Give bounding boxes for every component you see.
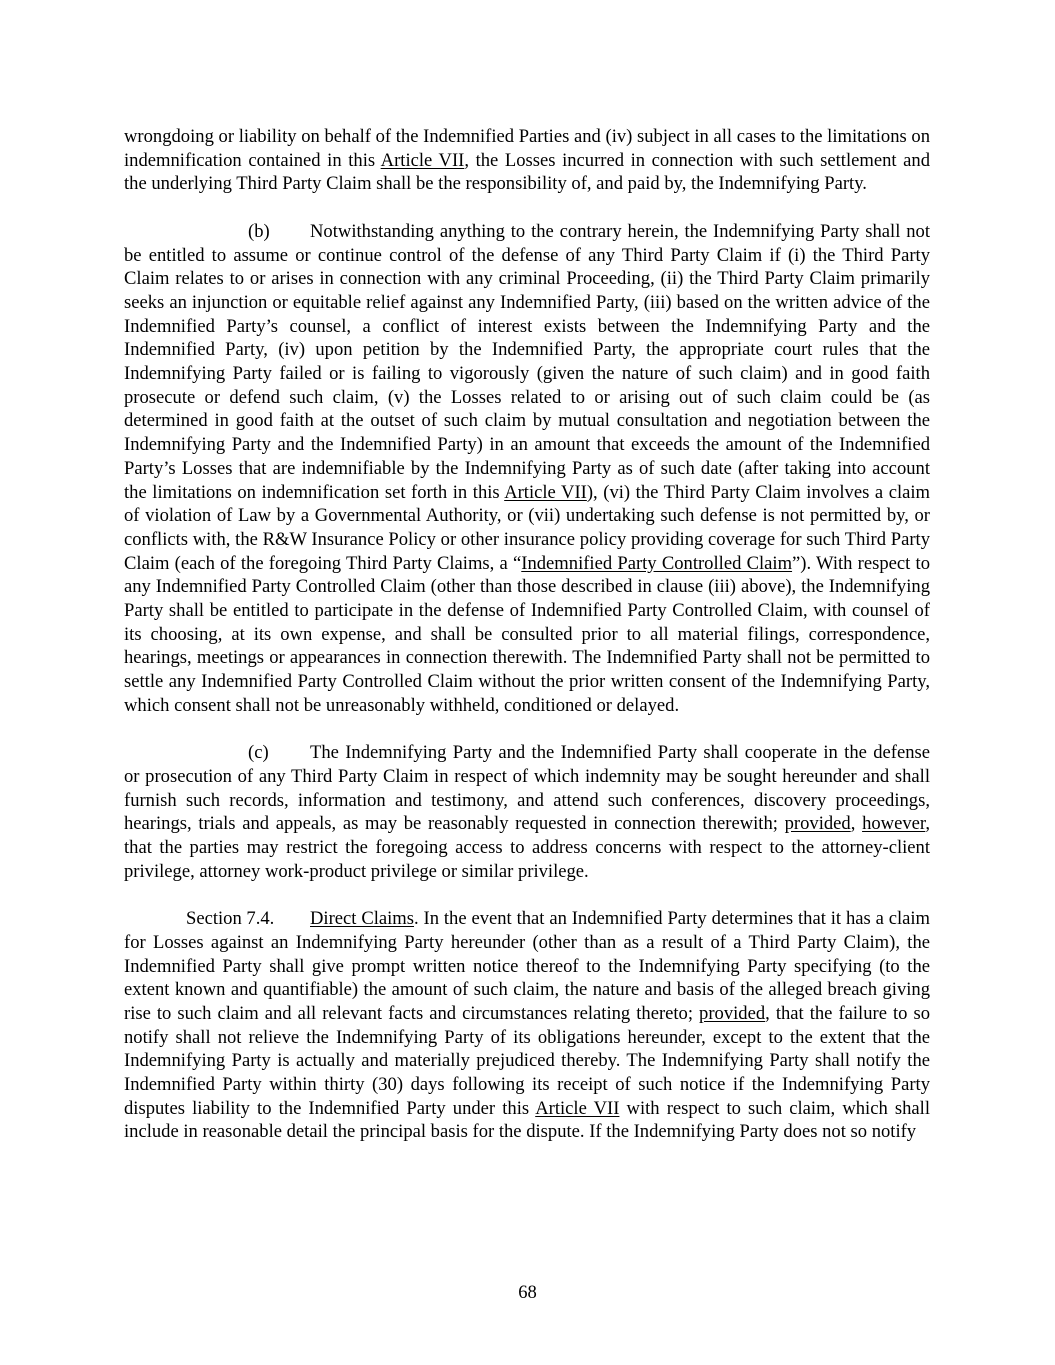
paragraph-continuation <box>124 125 930 196</box>
text-run: ), (vi) the Third Party Claim involves a claim of violation of Law by a Governmental Authority, or (vii) undertaking such defense is not permitted by, or conflicts with, the R&W Insurance Policy or other insurance policy providing coverage for such Third Party Claim (each of the foregoing Third Party Claims, a “ <box>124 481 930 574</box>
proviso-term: provided <box>784 813 851 835</box>
text-run: The Indemnifying Party and the Indemnified Party shall cooperate in the defense or prosecution of any Third Party Claim in respect of which indemnity may be sought hereunder and shall furnish such records, information and testimony, and attend such conferences, discovery proceedings, hearings, trials and appeals, as may be reasonably requested in connection therewith; <box>124 742 930 835</box>
proviso-term: however <box>862 813 926 835</box>
section-number: Section 7.4. <box>186 908 275 930</box>
proviso-term: provided <box>699 1002 766 1024</box>
text-run: wrongdoing or liability on behalf of the Indemnified Parties and (iv) subject in all cases to the limitations on indemnification contained in this <box>124 126 930 171</box>
paragraph-c <box>124 741 930 883</box>
article-reference: Article VII <box>535 1097 620 1119</box>
text-run: ”). With respect to any Indemnified Party Controlled Claim (other than those described in clause (iii) above), the Indemnifying Party shall be entitled to participate in the defense of Indemnified Party Controlled Claim, with counsel of its choosing, at its own expense, and shall be consulted prior to all material filings, correspondence, hearings, meetings or appearances in connection therewith. The Indemnified Party shall not be permitted to settle any Indemnified Party Controlled Claim without the prior written consent of the Indemnifying Party, which consent shall not be unreasonably withheld, conditioned or delayed. <box>124 552 931 716</box>
text-run: Notwithstanding anything to the contrary herein, the Indemnifying Party shall not be entitled to assume or continue control of the defense of any Third Party Claim if (i) the Third Party Claim relates to or arises in connection with any criminal Proceeding, (ii) the Third Party Claim primarily seeks an injunction or equitable relief against any Indemnified Party, (iii) based on the written advice of the Indemnified Party’s counsel, a conflict of interest exists between the Indemnifying Party and the Indemnified Party, (iv) upon petition by the Indemnified Party, the appropriate court rules that the Indemnifying Party failed or is failing to vigorously (given the nature of such claim) and in good faith prosecute or defend such claim, (v) the Losses related to or arising out of such claim could be (as determined in good faith at the outset of such claim by mutual consultation and negotiation between the Indemnifying Party and the Indemnified Party) in an amount that exceeds the amount of the Indemnified Party’s Losses that are indemnifiable by the Indemnifying Party as of such date (after taking into account the limitations on indemnification set forth in this <box>124 220 930 503</box>
paragraph-b <box>124 220 930 718</box>
defined-term: Indemnified Party Controlled Claim <box>521 552 793 574</box>
text-run: , that the parties may restrict the foregoing access to address concerns with respect to the attorney-client privilege, attorney work-product privilege or similar privilege. <box>124 813 930 882</box>
article-reference: Article VII <box>504 481 587 503</box>
text-run: . In the event that an Indemnified Party determines that it has a claim for Losses against an Indemnifying Party hereunder (other than as a result of a Third Party Claim), the Indemnified Party shall give prompt written notice thereof to the Indemnifying Party specifying (to the extent known and quantifiable) the amount of such claim, the nature and basis of the alleged breach giving rise to such claim and all relevant facts and circumstances relating thereto; <box>124 908 930 1024</box>
text-run: with respect to such claim, which shall include in reasonable detail the principal basis for the dispute. If the Indemnifying Party does not so notify <box>124 1097 930 1143</box>
document-body <box>124 125 930 1168</box>
text-run: , that the failure to so notify shall not relieve the Indemnifying Party of its obligations hereunder, except to the extent that the Indemnifying Party is actually and materially prejudiced thereby. The Indemnifying Party shall notify the Indemnified Party within thirty (30) days following its receipt of such notice if the Indemnifying Party disputes liability to the Indemnified Party under this <box>124 1002 930 1119</box>
text-run: , the Losses incurred in connection with such settlement and the underlying Third Party Claim shall be the responsibility of, and paid by, the Indemnifying Party. <box>124 149 930 195</box>
section-heading: Direct Claims <box>310 908 415 930</box>
clause-label-c: (c) <box>248 742 269 764</box>
text-run: , <box>850 813 863 835</box>
section-7-4 <box>124 907 930 1144</box>
clause-label-b: (b) <box>248 220 270 242</box>
article-reference: Article VII <box>380 149 465 171</box>
page-number: 68 <box>518 1282 537 1303</box>
